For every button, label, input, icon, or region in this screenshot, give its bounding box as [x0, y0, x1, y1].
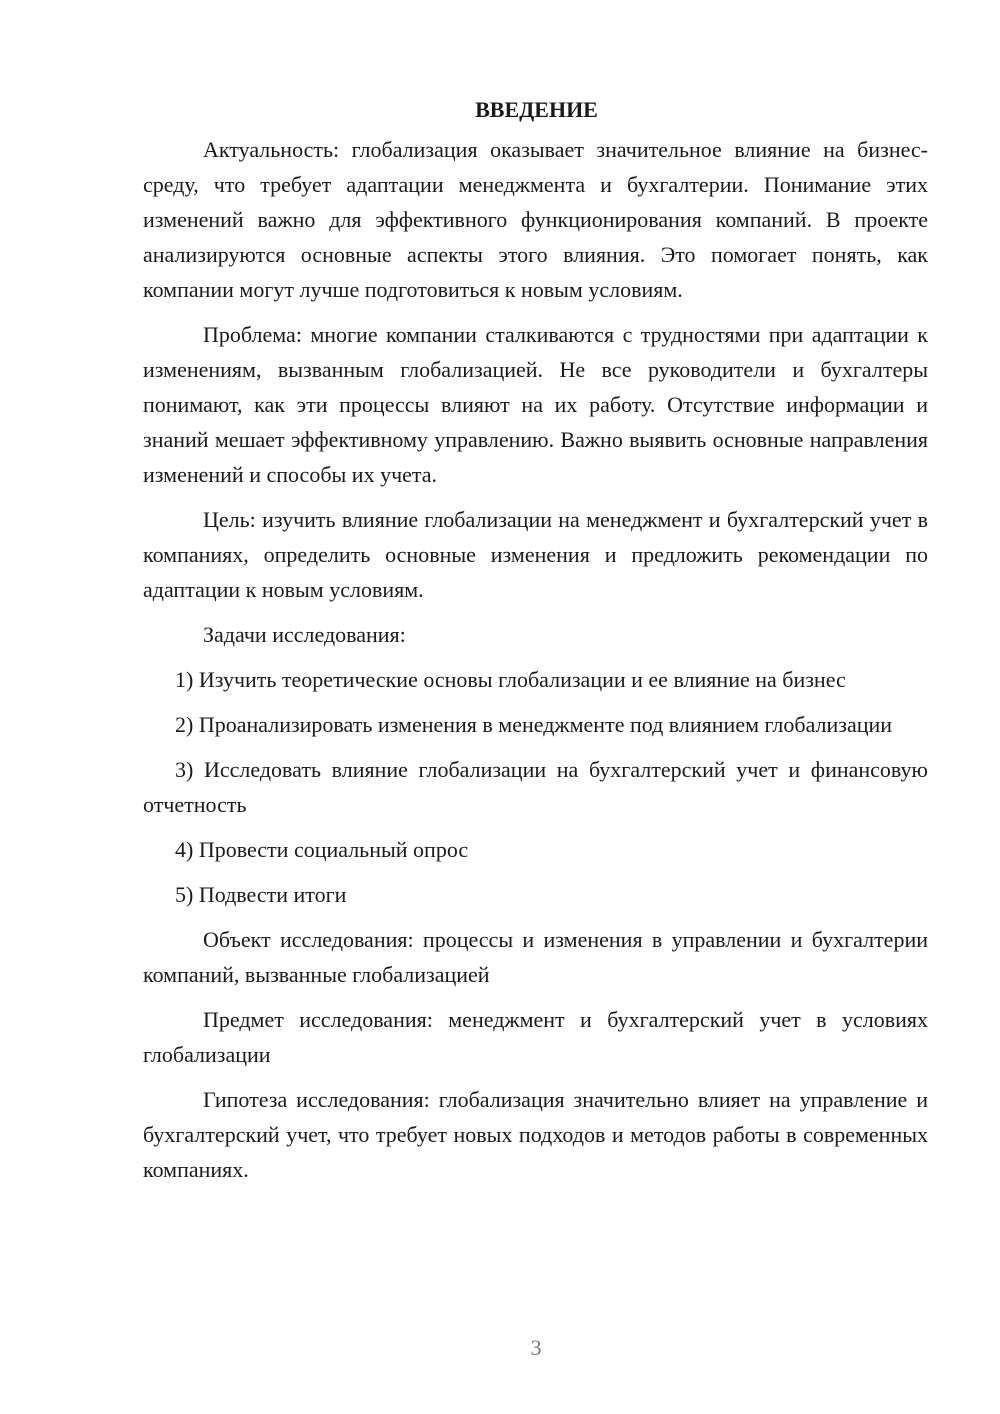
page-number: 3 — [530, 1335, 542, 1360]
object-paragraph: Объект исследования: процессы и изменения в управлении и бухгалтерии компаний, вызванные глобализацией — [143, 927, 928, 987]
document-page — [143, 92, 928, 1197]
tasks-heading: Задачи исследования: — [203, 622, 406, 647]
task-item: 2) Проанализировать изменения в менеджменте под влиянием глобализации — [175, 712, 893, 737]
relevance-paragraph: Актуальность: глобализация оказывает значительное влияние на бизнес-среду, что требует адаптации менеджмента и бухгалтерии. Понимание этих изменений важно для эффективного функционирования компаний. В проекте анализируются основные аспекты этого влияния. Это помогает понять, как компании могут лучше подготовиться к новым условиям. — [143, 137, 928, 302]
page-title: ВВЕДЕНИЕ — [475, 97, 598, 122]
goal-paragraph: Цель: изучить влияние глобализации на менеджмент и бухгалтерский учет в компаниях, определить основные изменения и предложить рекомендации по адаптации к новым условиям. — [143, 507, 928, 602]
hypothesis-paragraph: Гипотеза исследования: глобализация значительно влияет на управление и бухгалтерский учет, что требует новых подходов и методов работы в современных компаниях. — [143, 1087, 928, 1182]
task-item: 4) Провести социальный опрос — [175, 837, 469, 862]
task-item: 1) Изучить теоретические основы глобализации и ее влияние на бизнес — [175, 667, 846, 692]
task-item: 5) Подвести итоги — [175, 882, 347, 907]
subject-paragraph: Предмет исследования: менеджмент и бухгалтерский учет в условиях глобализации — [143, 1007, 928, 1067]
tasks-list — [143, 662, 928, 912]
task-item: 3) Исследовать влияние глобализации на бухгалтерский учет и финансовую отчетность — [143, 757, 928, 817]
problem-paragraph: Проблема: многие компании сталкиваются с трудностями при адаптации к изменениям, вызванным глобализацией. Не все руководители и бухгалтеры понимают, как эти процессы влияют на их работу. Отсутствие информации и знаний мешает эффективному управлению. Важно выявить основные направления изменений и способы их учета. — [143, 322, 928, 487]
